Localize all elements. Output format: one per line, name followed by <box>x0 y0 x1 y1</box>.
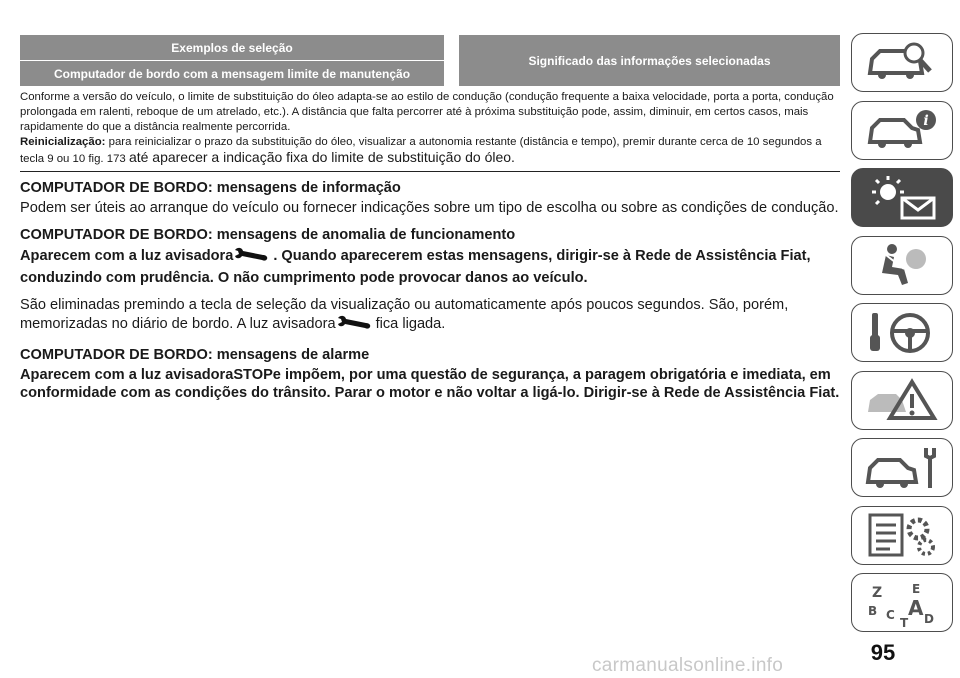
car-magnifier-icon <box>862 39 942 87</box>
table-header-left <box>20 35 444 86</box>
info-text: Podem ser úteis ao arranque do veículo ou fornecer indicações sobre um tipo de escolha ou sobre as condições de condução. <box>20 200 839 216</box>
fault-text-before: São eliminadas premindo a tecla de seleção da visualização ou automaticamente após poucos segundos. São, porém, memorizadas no diário de bordo. A luz avisadora <box>20 297 789 332</box>
table-header <box>20 35 840 86</box>
table-body <box>20 90 840 167</box>
car-wrench-icon <box>862 444 942 492</box>
fault-heading: COMPUTADOR DE BORDO: mensagens de anomalia de funcionamento <box>20 227 516 243</box>
wrench-warning-icon <box>336 314 372 337</box>
tab-starting-driving[interactable] <box>851 303 953 362</box>
chapter-sidebar <box>851 33 955 641</box>
fault-bold-text <box>20 246 840 287</box>
car-warning-triangle-icon <box>862 376 942 424</box>
svg-text:E: E <box>912 581 921 596</box>
car-info-icon <box>862 106 942 154</box>
fault-bold-before: Aparecem com a luz avisadora <box>20 248 234 264</box>
seat-airbag-icon <box>862 241 942 289</box>
info-heading: COMPUTADOR DE BORDO: mensagens de informação <box>20 180 401 196</box>
tab-index[interactable] <box>851 573 953 632</box>
reset-text-big: até aparecer a indicação fixa do limite de substituição do óleo. <box>128 149 515 165</box>
page-number: 95 <box>870 640 896 665</box>
watermark: carmanualsonline.info <box>592 655 784 676</box>
alarm-heading: COMPUTADOR DE BORDO: mensagens de alarme <box>20 347 370 363</box>
header-computer-example: Computador de bordo com a mensagem limite de manutenção <box>20 61 444 86</box>
tab-emergency[interactable] <box>851 371 953 430</box>
header-examples: Exemplos de seleção <box>20 35 444 60</box>
svg-text:Z: Z <box>872 584 883 601</box>
wrench-warning-icon <box>233 246 269 269</box>
alphabetical-index-icon <box>862 579 942 627</box>
table-reset-paragraph <box>20 135 840 167</box>
alarm-text: Aparecem com a luz avisadoraSTOPe impõem, por uma questão de segurança, a paragem obrigatória e imediata, em conformidade com as condições do trânsito. Parar o motor e não voltar a ligá-lo. Dirigir-se à Rede de Assistência Fiat. <box>20 367 840 401</box>
fault-text <box>20 296 840 337</box>
tab-warning-messages[interactable] <box>851 168 953 227</box>
table-body-text: Conforme a versão do veículo, o limite de substituição do óleo adapta-se ao estilo de condução (condução frequente a baixa velocidade, porta a porta, condução prolongada em ralenti, reboque de um atrelado, etc.). A distância que falta percorrer até à próxima substituição pode, assim, diminuir, em certos casos, mais rapidamente do que a distância realmente percorrida. <box>20 91 834 133</box>
header-meaning: Significado das informações selecionadas <box>459 35 840 86</box>
tab-safety[interactable] <box>851 236 953 295</box>
svg-text:i: i <box>923 113 929 129</box>
warning-light-message-icon <box>862 174 942 222</box>
reset-text: para reinicializar o prazo da substituição do óleo, visualizar a autonomia restante (distância e tempo), premir durante cerca de 10 segundos a tecla 9 ou 10 fig. 173 <box>20 136 822 165</box>
tab-car-magnifier[interactable] <box>851 33 953 92</box>
svg-text:C: C <box>886 607 895 622</box>
page-content <box>20 35 840 411</box>
tab-car-info[interactable] <box>851 101 953 160</box>
svg-text:T: T <box>900 615 909 627</box>
svg-text:D: D <box>924 611 934 626</box>
fault-bold-after: . Quando aparecerem estas mensagens, dirigir-se à Rede de Assistência Fiat, conduzindo com prudência. O não cumprimento pode provocar danos ao veículo. <box>20 248 811 286</box>
tab-technical-data[interactable] <box>851 506 953 565</box>
key-steering-wheel-icon <box>862 309 942 357</box>
table-divider <box>20 171 840 172</box>
fault-text-after: fica ligada. <box>375 316 446 332</box>
tab-maintenance[interactable] <box>851 438 953 497</box>
specs-gears-icon <box>862 511 942 559</box>
svg-text:A: A <box>908 595 924 620</box>
svg-text:B: B <box>868 603 878 618</box>
reset-label: Reinicialização: <box>20 136 106 148</box>
